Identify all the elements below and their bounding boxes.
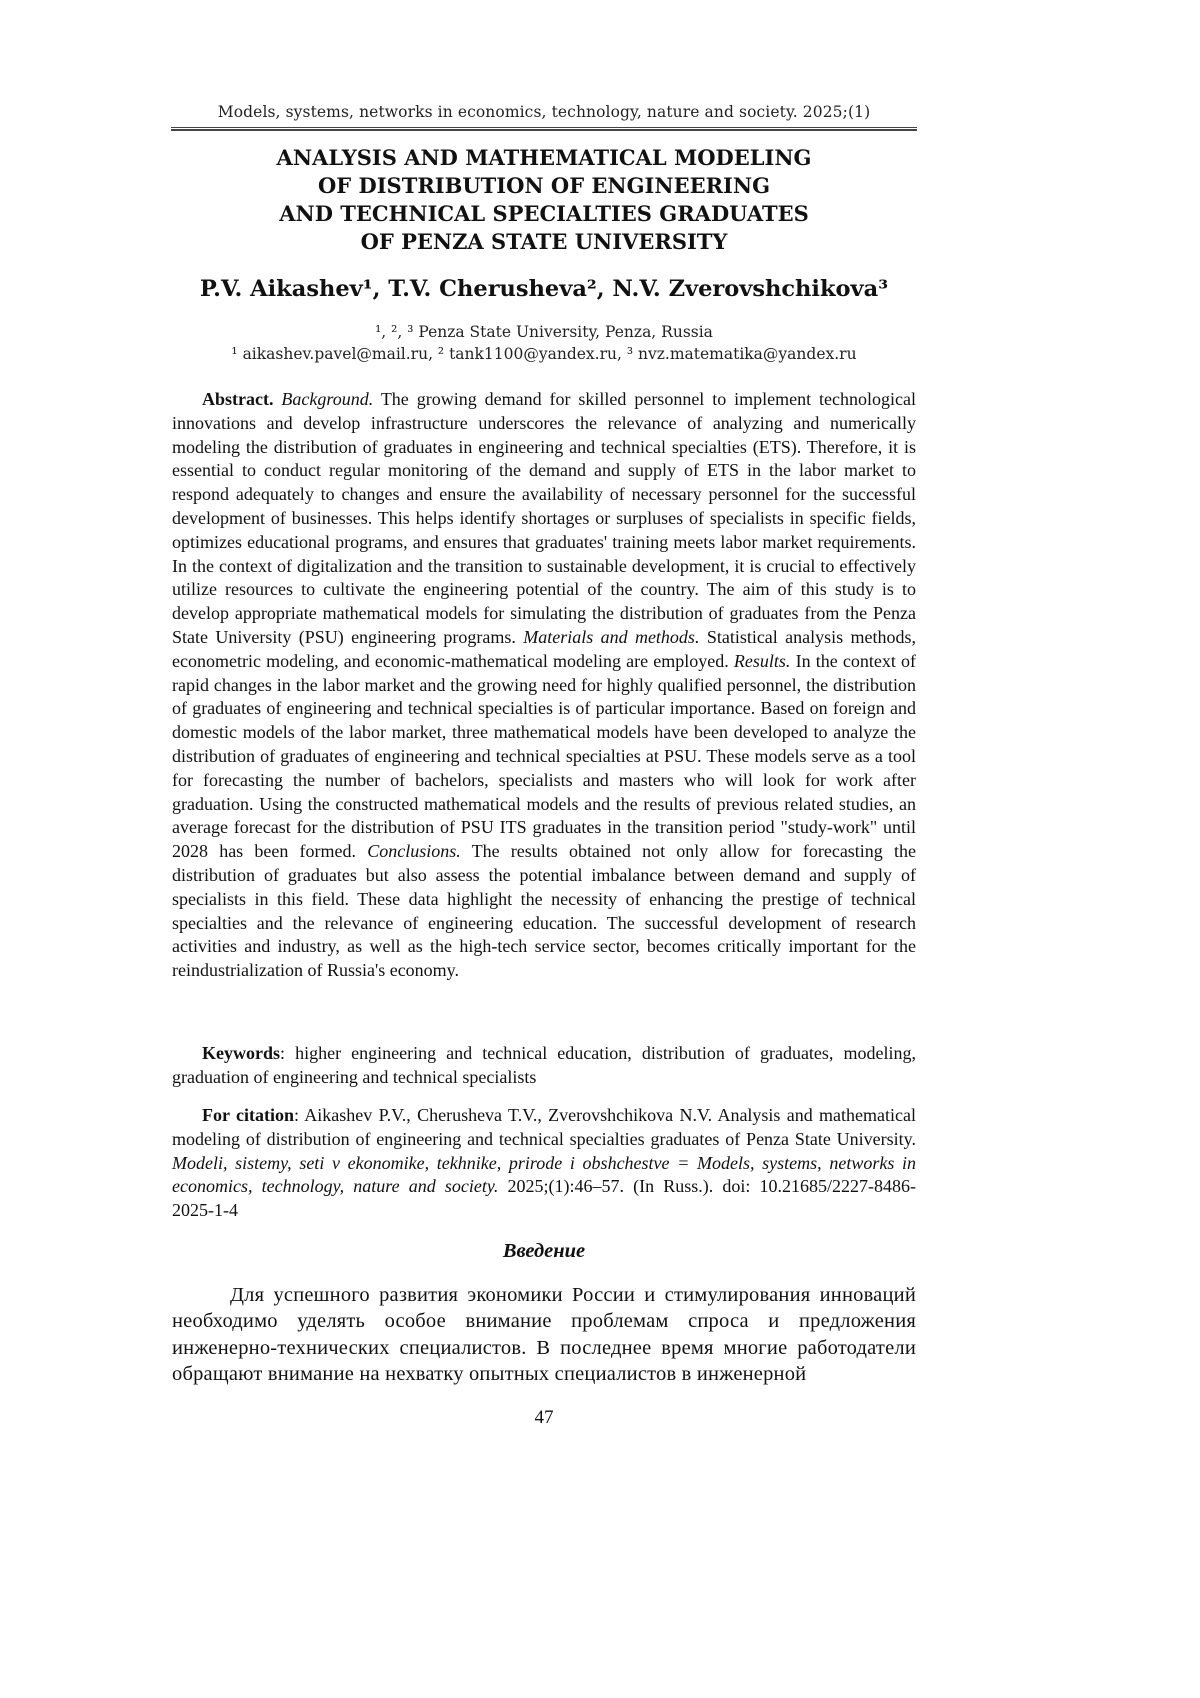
abstract-paragraph [172,388,916,983]
header-rule-thin [171,127,917,128]
title-line: OF DISTRIBUTION OF ENGINEERING [317,173,770,198]
methods-text: Statistical analysis methods, econometric modeling, and economic-mathematical modeling are employed. [172,626,917,671]
title-line: ANALYSIS AND MATHEMATICAL MODELING [276,145,812,170]
citation-text: : Aikashev P.V., Cherusheva T.V., Zverovshchikova N.V. Analysis and mathematical modeling of distribution of engineering and technical specialties graduates of Penza State University. [172,1105,916,1149]
methods-label: Materials and methods. [523,626,700,647]
results-label: Results. [733,650,791,671]
citation-paragraph [172,1104,916,1223]
section-heading: Введение [502,1240,586,1262]
author-list: P.V. Aikashev¹, T.V. Cherusheva², N.V. Zverovshchikova³ [199,276,889,302]
keywords-paragraph [172,1042,916,1090]
background-text: The growing demand for skilled personnel to implement technological innovations and develop infrastructure underscores the relevance of analyzing and numerically modeling the distribution of graduates in engineering and technical specialties (ETS). Therefore, it is essential to conduct regular monitoring of the demand and supply of ETS in the labor market to respond adequately to changes and ensure the availability of necessary personnel for the successful development of businesses. This helps identify shortages or surpluses of specialists in specific fields, optimizes educational programs, and ensures that graduates' training meets labor market requirements. In the context of digitalization and the transition to sustainable development, it is crucial to effectively utilize resources to cultivate the engineering potential of the country. The aim of this study is to develop appropriate mathematical models for simulating the distribution of graduates from the Penza State University (PSU) engineering programs. [172,389,916,647]
affiliation-emails: ¹ aikashev.pavel@mail.ru, ² tank1100@yandex.ru, ³ nvz.matematika@yandex.ru [231,345,857,363]
results-text: In the context of rapid changes in the labor market and the growing need for highly qualified personnel, the distribution of graduates of engineering and technical specialties is of particular importance. Based on foreign and domestic models of the labor market, three mathematical models have been developed to analyze the distribution of graduates of engineering and technical specialties at PSU. These models serve as a tool for forecasting the number of bachelors, specialists and masters who will look for work after graduation. Using the constructed mathematical models and the results of previous related studies, an average forecast for the distribution of PSU ITS graduates in the transition period "study-work" until 2028 has been formed. [172,650,917,862]
keywords-text: : higher engineering and technical education, distribution of graduates, modeling, graduation of engineering and technical specialists [172,1043,916,1087]
affiliation-institution: ¹, ², ³ Penza State University, Penza, Russia [375,323,713,341]
affiliation-block [171,321,917,365]
citation-label: For citation [202,1105,294,1125]
journal-running-head: Models, systems, networks in economics, technology, nature and society. 2025;(1) [217,103,871,121]
abstract-label: Abstract. [202,389,274,409]
citation-tail: 2025;(1):46–57. (In Russ.). doi: 10.21685/2227-8486-2025-1-4 [172,1176,917,1221]
keywords-label: Keywords [202,1043,280,1063]
page-number: 47 [534,1407,554,1428]
citation-journal: Modeli, sistemy, seti v ekonomike, tekhnike, prirode i obshchestve = Models, systems, networks in economics, technology, nature and society. [172,1152,916,1197]
title-line: AND TECHNICAL SPECIALTIES GRADUATES [279,201,809,226]
conclusions-label: Conclusions. [367,841,461,862]
header-rule-thick [171,129,917,131]
background-label: Background. [281,389,374,409]
conclusions-text: The results obtained not only allow for forecasting the distribution of graduates but also assess the potential imbalance between demand and supply of specialists in this field. These data highlight the necessity of enhancing the prestige of technical specialties and the relevance of engineering education. The successful development of research activities and industry, as well as the high-tech service sector, becomes critically important for the reindustrialization of Russia's economy. [172,841,916,981]
title-line: OF PENZA STATE UNIVERSITY [360,229,728,254]
article-title [171,144,917,256]
introduction-paragraph: Для успешного развития экономики России и стимулирования инноваций необходимо уделять особое внимание проблемам спроса и предложения инженерно-технических специалистов. В последнее время многие работодатели обращают внимание на нехватку опытных специалистов в инженерной [172,1284,916,1385]
